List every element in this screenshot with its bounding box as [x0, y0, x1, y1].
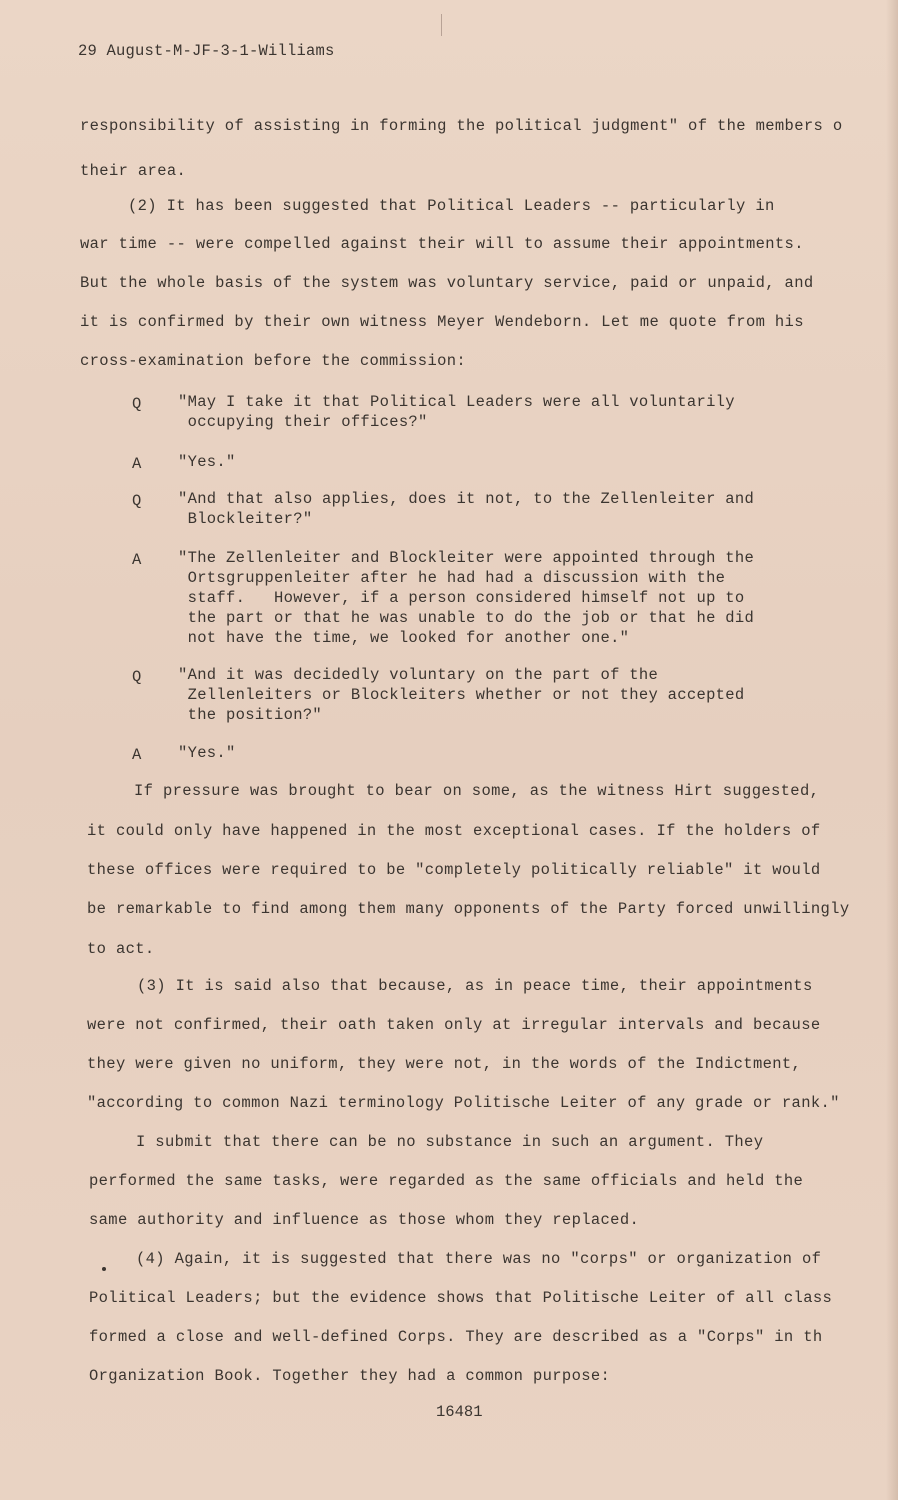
text-line: formed a close and well-defined Corps. They are described as a "Corps" in th — [89, 1328, 823, 1346]
qa-speaker: A — [132, 746, 142, 764]
qa-speaker: Q — [132, 668, 142, 686]
qa-text: "May I take it that Political Leaders were all voluntarily occupying their offices?" — [178, 393, 735, 431]
text-line: these offices were required to be "completely politically reliable" it would — [87, 861, 821, 879]
text-line: responsibility of assisting in forming the political judgment" of the members o — [80, 117, 843, 135]
qa-text: "Yes." — [178, 744, 236, 762]
text-line: (2) It has been suggested that Political Leaders -- particularly in — [128, 197, 775, 215]
text-line: "according to common Nazi terminology Politische Leiter of any grade or rank." — [87, 1094, 840, 1112]
text-line: to act. — [87, 940, 155, 958]
text-line: performed the same tasks, were regarded as the same officials and held the — [89, 1172, 804, 1190]
qa-speaker: A — [132, 551, 142, 569]
qa-speaker: Q — [132, 492, 142, 510]
page-number: 16481 — [436, 1403, 483, 1421]
text-line: it is confirmed by their own witness Meyer Wendeborn. Let me quote from his — [80, 313, 804, 331]
qa-speaker: A — [132, 455, 142, 473]
text-line: But the whole basis of the system was voluntary service, paid or unpaid, and — [80, 274, 814, 292]
qa-text: "And that also applies, does it not, to the Zellenleiter and Blockleiter?" — [178, 490, 755, 528]
text-line: Political Leaders; but the evidence shows that Politische Leiter of all class — [89, 1289, 833, 1307]
text-line: same authority and influence as those whom they replaced. — [89, 1211, 640, 1229]
qa-text: "And it was decidedly voluntary on the part of the Zellenleiters or Blockleiters whether or not they accepted the position?" — [178, 666, 745, 724]
text-line: (4) Again, it is suggested that there was no "corps" or organization of — [136, 1250, 822, 1268]
page-header: 29 August-M-JF-3-1-Williams — [78, 42, 335, 60]
text-line: were not confirmed, their oath taken only at irregular intervals and because — [87, 1016, 821, 1034]
qa-speaker: Q — [132, 395, 142, 413]
stray-dot — [102, 1267, 106, 1271]
page-edge-shadow — [886, 0, 898, 1500]
paper-mark — [441, 14, 442, 36]
qa-text: "The Zellenleiter and Blockleiter were appointed through the Ortsgruppenleiter after he had had a discussion with the staff. However, if a person considered himself not up to the part or that he was unable to do the job or that he did not have the time, we looked for another one." — [178, 549, 755, 647]
qa-text: "Yes." — [178, 453, 236, 471]
text-line: they were given no uniform, they were not, in the words of the Indictment, — [87, 1055, 802, 1073]
text-line: be remarkable to find among them many opponents of the Party forced unwillingly — [87, 900, 850, 918]
text-line: If pressure was brought to bear on some, as the witness Hirt suggested, — [134, 782, 820, 800]
text-line: their area. — [80, 162, 187, 180]
text-line: (3) It is said also that because, as in peace time, their appointments — [137, 977, 813, 995]
text-line: I submit that there can be no substance in such an argument. They — [136, 1133, 764, 1151]
text-line: Organization Book. Together they had a common purpose: — [89, 1367, 611, 1385]
text-line: cross-examination before the commission: — [80, 352, 467, 370]
text-line: war time -- were compelled against their will to assume their appointments. — [80, 235, 804, 253]
text-line: it could only have happened in the most exceptional cases. If the holders of — [87, 822, 821, 840]
